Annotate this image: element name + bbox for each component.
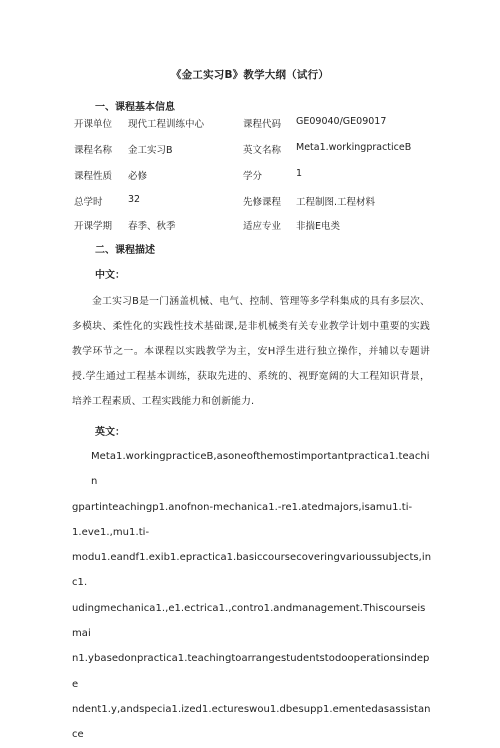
info-value: 春季、秋季 — [128, 221, 176, 232]
info-value: 现代工程训练中心 — [128, 119, 205, 130]
section-heading-basic-info: 一、课程基本信息 — [95, 102, 175, 113]
english-line: Meta1.workingpracticeB,asoneofthemostimportantpractica1.teachin — [91, 451, 430, 488]
info-label: 先修课程 — [243, 197, 282, 208]
info-label: 课程代码 — [243, 119, 282, 130]
info-label: 学分 — [243, 171, 263, 182]
info-value: 32 — [128, 194, 141, 205]
info-label: 开课单位 — [74, 119, 113, 130]
info-value: 1 — [296, 168, 303, 179]
info-label: 课程性质 — [74, 171, 113, 182]
chinese-heading: 中文： — [95, 270, 125, 281]
info-label: 课程名称 — [74, 145, 113, 156]
info-value: 必修 — [128, 171, 148, 182]
info-value: Meta1.workingpracticeB — [296, 142, 412, 153]
english-line: modu1.eandf1.exib1.epractica1.basiccoursecoveringvarioussubjects,inc1. — [72, 552, 432, 589]
section-heading-course-description: 二、课程描述 — [95, 245, 155, 256]
english-description-paragraph — [72, 444, 432, 748]
english-line: 1.eve1.,mu1.ti- — [72, 526, 150, 538]
info-label: 适应专业 — [243, 221, 282, 232]
english-line: ndent1.y,andspecia1.ized1.ectureswou1.dbesupp1.ementedasassistance — [72, 703, 431, 741]
english-line: udingmechanica1.,e1.ectrica1.,contro1.andmanagement.Thiscourseismai — [72, 602, 426, 640]
english-heading: 英文： — [95, 427, 125, 438]
info-label: 总学时 — [74, 197, 103, 208]
info-value: 工程制图.工程材料 — [296, 197, 376, 208]
info-value: 非揣E电类 — [296, 221, 341, 232]
info-value: GE09040/GE09017 — [296, 116, 387, 127]
english-line: n1.ybasedonpractica1.teachingtoarrangestudentstodooperationsindepe — [72, 653, 430, 690]
english-line: gpartinteachingp1.anofnon-mechanica1.-re1.atedmajors,isamu1.ti- — [72, 501, 413, 513]
info-label: 开课学期 — [74, 221, 113, 232]
chinese-description-paragraph: 金工实习B是一门涵盖机械、电气、控制、管理等多学科集成的具有多层次、多模块、柔性化的实践性技术基础课,是非机械类有关专业教学计划中重要的实践教学环节之一。本课程以实践教学为主，安H浮生进行独立操作，并辅以专题讲授.学生通过工程基本训练，获取先进的、系统的、视野宽阔的大工程知识背景，培养工程素质、工程实践能力和创新能力. — [72, 296, 430, 407]
info-label: 英文名称 — [243, 145, 282, 156]
document-title: 《金工实习B》教学大纲（试行） — [170, 69, 329, 81]
info-value: 金工实习B — [128, 145, 173, 156]
